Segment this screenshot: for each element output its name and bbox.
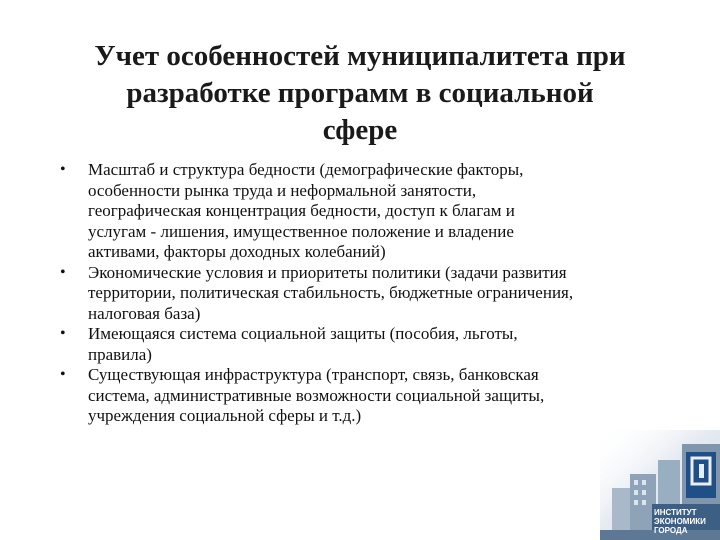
title-line: Учет особенностей муниципалитета при [94,40,626,72]
institute-logo [600,430,720,540]
logo-line: ГОРОДА [654,526,688,535]
title-line: разработке программ в социальной [126,77,594,109]
bullet-line: Масштаб и структура бедности (демографические факторы, [88,160,524,179]
bullet-item [56,365,676,427]
title-line: сфере [322,114,398,146]
bullet-list [56,160,676,427]
bullet-text [88,160,676,263]
bullet-item [56,263,676,325]
bullet-line: Имеющаяся система социальной защиты (пособия, льготы, [88,324,518,343]
bullet-marker: • [60,325,66,342]
bullet-item [56,160,676,263]
bullet-line: активами, факторы доходных колебаний) [88,242,386,261]
bullet-line: система, административные возможности социальной защиты, [88,385,545,405]
bullet-line: учреждения социальной сферы и т.д.) [88,406,362,425]
bullet-line: территории, политическая стабильность, бюджетные ограничения, [88,283,574,302]
logo-line: ИНСТИТУТ [654,508,697,517]
bullet-text [88,365,676,427]
bullet-line: Существующая инфраструктура (транспорт, связь, банковская [88,365,539,384]
bullet-line: налоговая база) [88,303,201,323]
bullet-line: Экономические условия и приоритеты политики (задачи развития [88,262,567,282]
bullet-text [88,263,676,325]
bullet-marker: • [60,366,66,383]
bullet-item [56,324,676,365]
bullet-marker: • [60,263,66,281]
logo-line: ЭКОНОМИКИ [654,517,706,526]
bullet-marker: • [60,161,66,178]
bullet-text [88,324,676,365]
bullet-line: особенности рынка труда и неформальной занятости, [88,180,477,200]
slide-title [40,38,680,149]
bullet-line: географическая концентрация бедности, доступ к благам и [88,201,515,220]
logo-text [654,508,720,535]
bullet-line: услугам - лишения, имущественное положение и владение [88,221,514,241]
bullet-line: правила) [88,344,152,364]
